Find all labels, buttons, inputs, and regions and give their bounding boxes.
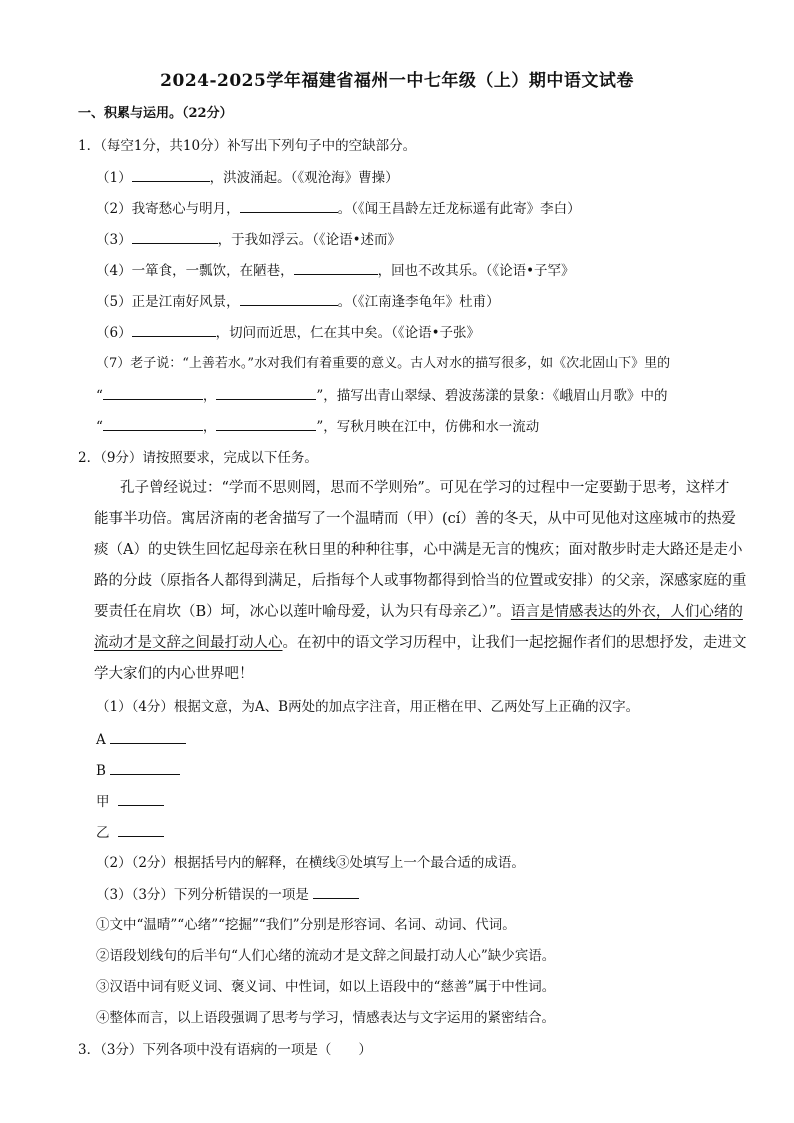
- passage-line: [94, 602, 743, 622]
- sub-question-text: （3）（3分）下列分析错误的一项是: [96, 887, 309, 903]
- passage-text: 。在初中的语文学习历程中，让我们一起挖掘作者们的思想抒发，走进文: [282, 635, 747, 651]
- q2-sub-2: （2）（2分）根据括号内的解释，在横线③处填写上一个最合适的成语。: [96, 855, 525, 871]
- item-number: （5）: [96, 294, 132, 310]
- fill-label: A: [96, 732, 106, 748]
- answer-blank[interactable]: [240, 291, 338, 306]
- option-4: ④整体而言，以上语段强调了思考与学习，情感表达与文字运用的紧密结合。: [96, 1010, 555, 1026]
- passage-text: 要责任在肩坎（B）坷，冰心以莲叶喻母爱，认为只有母亲乙）”。: [94, 604, 511, 620]
- fill-label: 乙: [96, 825, 110, 841]
- answer-blank[interactable]: [216, 385, 316, 400]
- item-text: ”，描写出青山翠绿、碧波荡漾的景象：《峨眉山月歌》中的: [316, 388, 668, 404]
- fill-label: 甲: [96, 794, 110, 810]
- underlined-sentence: 流动才是文辞之间最打动人心: [94, 635, 283, 651]
- answer-blank[interactable]: [110, 760, 180, 775]
- q2-sub-1: （1）（4分）根据文意，为A、B两处的加点字注音，用正楷在甲、乙两处写上正确的汉字。: [96, 699, 640, 715]
- answer-blank[interactable]: [132, 229, 218, 244]
- item-number: （6）: [96, 325, 132, 341]
- item-text: ，回也不改其乐。（《论语•子罕》: [377, 263, 575, 279]
- item-text-before: 正是江南好风景，: [131, 294, 240, 310]
- fill-jia: [96, 791, 164, 812]
- comma: ，: [202, 388, 217, 404]
- question-2-stem: 2．（9分）请按照要求，完成以下任务。: [78, 450, 318, 466]
- q1-item-3: [96, 229, 401, 250]
- answer-blank[interactable]: [118, 791, 164, 806]
- fill-yi: [96, 822, 164, 843]
- fill-b: [96, 760, 180, 781]
- answer-blank[interactable]: [110, 729, 186, 744]
- comma: ，: [202, 419, 217, 435]
- quote-mark: “: [96, 419, 103, 435]
- item-number: （3）: [96, 232, 132, 248]
- answer-blank[interactable]: [240, 198, 338, 213]
- item-number: （1）: [96, 170, 132, 186]
- answer-blank[interactable]: [103, 416, 203, 431]
- item-text-before: 一箪食，一瓢饮，在陋巷，: [131, 263, 294, 279]
- section-heading: 一、积累与运用。（22分）: [78, 106, 233, 121]
- question-1-stem: 1．（每空1分，共10分）补写出下列句子中的空缺部分。: [78, 138, 417, 154]
- q1-item-7-line-2: [96, 385, 668, 406]
- page-title: 2024-2025学年福建省福州一中七年级（上）期中语文试卷: [160, 71, 634, 91]
- q1-item-5: [96, 291, 500, 312]
- fill-a: [96, 729, 186, 750]
- underlined-sentence: 语言是情感表达的外衣，人们心绪的: [510, 604, 743, 620]
- item-number: （4）: [96, 263, 132, 279]
- answer-blank[interactable]: [313, 884, 359, 899]
- answer-blank[interactable]: [103, 385, 203, 400]
- answer-blank[interactable]: [118, 822, 164, 837]
- item-text: 。（《江南逢李龟年》杜甫）: [337, 294, 500, 310]
- answer-blank[interactable]: [132, 322, 216, 337]
- passage-line: 痰（A）的史铁生回忆起母亲在秋日里的种种往事，心中满是无言的愧疚；面对散步时走大路还是走小: [94, 542, 743, 558]
- passage-line: 能事半功倍。寓居济南的老舍描写了一个温晴而（甲）(cí）善的冬天，从中可见他对这座城市的热爱: [94, 511, 736, 527]
- quote-mark: “: [96, 388, 103, 404]
- q2-sub-3: [96, 884, 359, 905]
- q1-item-2: [96, 198, 581, 219]
- q1-item-4: [96, 260, 575, 281]
- item-text: ”，写秋月映在江中，仿佛和水一流动: [316, 419, 540, 435]
- option-2: ②语段划线句的后半句“人们心绪的流动才是文辞之间最打动人心”缺少宾语。: [96, 948, 556, 964]
- q1-item-7-line-1: （7）老子说：“上善若水。”水对我们有着重要的意义。古人对水的描写很多，如《次北固山下》里的: [96, 356, 671, 371]
- passage-line: 孔子曾经说过：“学而不思则罔，思而不学则殆”。可见在学习的过程中一定要勤于思考，这样才: [120, 480, 730, 496]
- answer-blank[interactable]: [216, 416, 316, 431]
- q1-item-1: [96, 167, 399, 188]
- answer-blank[interactable]: [294, 260, 378, 275]
- item-text-before: 我寄愁心与明月，: [131, 201, 240, 217]
- q1-item-7-line-3: [96, 416, 539, 437]
- fill-label: B: [96, 763, 106, 779]
- item-number: （2）: [96, 201, 132, 217]
- item-text: ，切问而近思，仁在其中矣。（《论语•子张》: [215, 325, 481, 341]
- question-3-stem: 3．（3分）下列各项中没有语病的一项是（ ）: [78, 1042, 372, 1058]
- passage-line: 路的分歧（原指各人都得到满足，后指每个人或事物都得到恰当的位置或安排）的父亲，深感家庭的重: [94, 573, 747, 589]
- item-text: 。（《闻王昌龄左迁龙标遥有此寄》李白）: [337, 201, 581, 217]
- passage-line: [94, 633, 747, 653]
- item-text: ，洪波涌起。（《观沧海》曹操）: [209, 170, 399, 186]
- option-3: ③汉语中词有贬义词、褒义词、中性词，如以上语段中的“慈善”属于中性词。: [96, 979, 556, 995]
- option-1: ①文中“温晴”“心绪”“挖掘”“我们”分别是形容词、名词、动词、代词。: [96, 917, 516, 933]
- answer-blank[interactable]: [132, 167, 210, 182]
- q1-item-6: [96, 322, 480, 343]
- passage-line: 学大家们的内心世界吧！: [94, 666, 254, 682]
- item-text: ，于我如浮云。（《论语•述而》: [217, 232, 402, 248]
